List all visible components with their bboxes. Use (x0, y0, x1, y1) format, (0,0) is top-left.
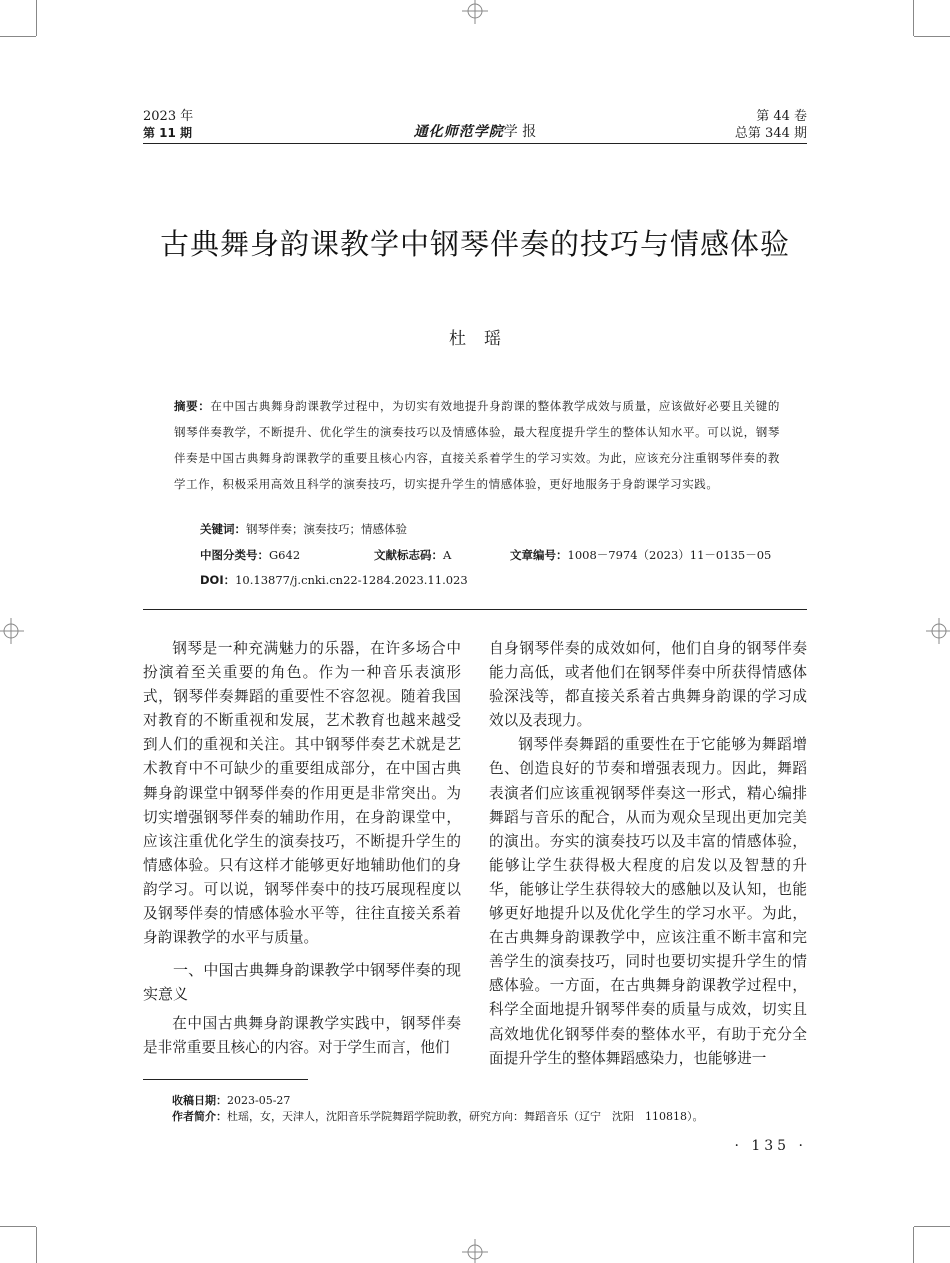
body-paragraph: 在中国古典舞身韵课教学实践中，钢琴伴奏是非常重要且核心的内容。对于学生而言，他们 (143, 1015, 461, 1057)
crop-mark (913, 0, 914, 36)
footnote-author (172, 1108, 704, 1126)
registration-mark-icon (924, 618, 950, 644)
body-paragraph: 钢琴伴奏舞蹈的重要性在于它能够为舞蹈增色、创造良好的节奏和增强表现力。因此，舞蹈表演者们应该重视钢琴伴奏这一形式，精心编排舞蹈与音乐的配合，从而为观众呈现出更加完美的演出。夯实的演奏技巧以及丰富的情感体验，能够让学生获得极大程度的启发以及智慧的升华，能够让学生获得较大的感触以及认知，也能够更好地提升以及优化学生的学习水平。为此，在古典舞身韵课教学中，应该注重不断丰富和完善学生的演奏技巧，同时也要切实提升学生的情感体验。一方面，在古典舞身韵课教学过程中，科学全面地提升钢琴伴奏的质量与成效，切实且高效地优化钢琴伴奏的整体水平，有助于充分全面提升学生的整体舞蹈感染力，也能够进一 (489, 736, 807, 1067)
abstract (174, 393, 780, 497)
body-column-right (489, 637, 807, 1071)
author-bio-label: 作者简介： (172, 1110, 227, 1123)
crop-mark (914, 36, 950, 37)
crop-mark (914, 1226, 950, 1227)
journal-suffix: 学 报 (503, 124, 537, 140)
keywords (200, 520, 407, 538)
received-label: 收稿日期： (172, 1094, 227, 1107)
classification-value: G642 (269, 548, 301, 562)
header-rule (143, 143, 807, 144)
keywords-text: 钢琴伴奏；演奏技巧；情感体验 (246, 522, 407, 536)
crop-mark (36, 0, 37, 36)
doi (200, 571, 468, 589)
crop-mark (0, 1226, 36, 1227)
issue-number: 第 11 期 (143, 126, 193, 140)
document-code-label: 文献标志码： (374, 548, 443, 562)
doi-label: DOI： (200, 573, 236, 587)
registration-mark-icon (462, 0, 488, 26)
journal-name (0, 124, 950, 141)
received-date: 2023-05-27 (227, 1094, 291, 1107)
article-number (510, 546, 771, 564)
total-issue: 总第 344 期 (734, 126, 807, 141)
classification (200, 546, 300, 564)
abstract-text: 在中国古典舞身韵课教学过程中，为切实有效地提升身韵课的整体教学成效与质量，应该做好必要且关键的钢琴伴奏教学，不断提升、优化学生的演奏技巧以及情感体验，最大程度提升学生的整体认知水平。可以说，钢琴伴奏是中国古典舞身韵课教学的重要且核心内容，直接关系着学生的学习实效。为此，应该充分注重钢琴伴奏的教学工作，积极采用高效且科学的演奏技巧，切实提升学生的情感体验，更好地服务于身韵课学习实践。 (174, 399, 780, 491)
volume-info (735, 108, 807, 142)
body-column-left (143, 637, 461, 1060)
article-number-label: 文章编号： (510, 548, 568, 562)
crop-mark (0, 36, 36, 37)
journal-logo: 通化师范学院 (413, 124, 504, 140)
abstract-separator (143, 609, 807, 610)
section-heading: 一、中国古典舞身韵课教学中钢琴伴奏的现实意义 (143, 961, 461, 1004)
author-name: 杜瑶 (449, 329, 519, 349)
document-code-value: A (443, 548, 452, 562)
abstract-label: 摘要： (174, 399, 211, 413)
article-number-value: 1008－7974（2023）11－0135－05 (567, 548, 772, 562)
classification-label: 中图分类号： (200, 548, 269, 562)
document-code (374, 546, 451, 564)
body-paragraph: 自身钢琴伴奏的成效如何，他们自身的钢琴伴奏能力高低，或者他们在钢琴伴奏中所获得情感体验深浅等，都直接关系着古典舞身韵课的学习成效以及表现力。 (489, 640, 807, 730)
page-number: · 135 · (734, 1138, 807, 1154)
author-bio: 杜瑶，女，天津人，沈阳音乐学院舞蹈学院助教，研究方向：舞蹈音乐（辽宁 沈阳 110818）。 (227, 1110, 704, 1123)
footnote-rule (143, 1079, 308, 1080)
article-title: 古典舞身韵课教学中钢琴伴奏的技巧与情感体验 (159, 227, 790, 261)
registration-mark-icon (0, 618, 26, 644)
keywords-label: 关键词： (200, 522, 246, 536)
body-paragraph: 钢琴是一种充满魅力的乐器，在许多场合中扮演着至关重要的角色。作为一种音乐表演形式，钢琴伴奏舞蹈的重要性不容忽视。随着我国对教育的不断重视和发展，艺术教育也越来越受到人们的重视和关注。其中钢琴伴奏艺术就是艺术教育中不可缺少的重要组成部分，在中国古典舞身韵课堂中钢琴伴奏的作用更是非常突出。为切实增强钢琴伴奏的辅助作用，在身韵课堂中，应该注重优化学生的演奏技巧，不断提升学生的情感体验。只有这样才能够更好地辅助他们的身韵学习。可以说，钢琴伴奏中的技巧展现程度以及钢琴伴奏的情感体验水平等，往往直接关系着身韵课教学的水平与质量。 (143, 640, 461, 947)
doi-value: 10.13877/j.cnki.cn22-1284.2023.11.023 (235, 573, 468, 587)
crop-mark (36, 1227, 37, 1263)
volume: 第 44 卷 (756, 109, 807, 124)
year: 2023 年 (143, 109, 194, 124)
registration-mark-icon (462, 1237, 488, 1263)
crop-mark (913, 1227, 914, 1263)
